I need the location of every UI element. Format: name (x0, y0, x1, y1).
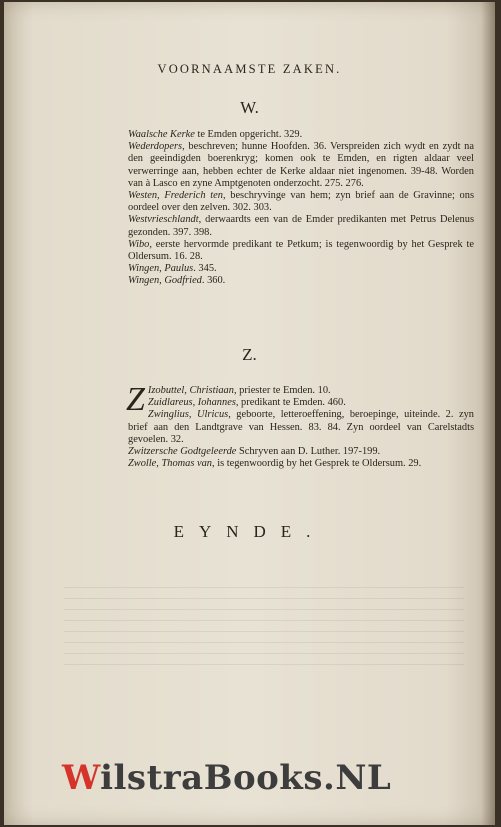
index-entry (128, 409, 474, 446)
closing-word: EYNDE. (173, 522, 326, 541)
entry-headword: Zwitzersche Godtgeleerde (128, 446, 237, 458)
index-entry (128, 397, 474, 409)
entry-text: , predikant te Emden. 460. (235, 397, 346, 409)
entry-text: Schryven aan D. Luther. 197-199. (236, 446, 381, 458)
page-spine-shadow (481, 2, 495, 825)
section-letter-w: W. (240, 98, 259, 117)
watermark-rest: ilstraBooks.NL (100, 758, 392, 798)
index-entry (128, 141, 474, 190)
index-entry (128, 190, 474, 214)
entry-headword: Zwinglius, Ulricus (147, 409, 229, 421)
index-entry (128, 129, 474, 141)
entry-text: . 360. (201, 275, 226, 287)
entry-headword: Izobuttel, Christiaan (147, 385, 234, 396)
index-entry (128, 275, 474, 287)
index-entry (128, 263, 474, 275)
entry-text: , eerste hervormde predikant te Petkum; is tegenwoordig by het Gesprek te Oldersum. 16. 28. (128, 238, 474, 263)
index-entry (128, 446, 474, 458)
entry-text: , priester te Emden. 10. (233, 385, 331, 396)
entry-headword: Westvrieschlandt (128, 214, 199, 226)
section-letter-z: Z. (242, 345, 257, 364)
entry-text: , is tegenwoordig by het Gesprek te Oldersum. 29. (212, 458, 422, 470)
entry-headword: Westen, Frederich ten (128, 190, 223, 202)
entry-headword: Wibo (128, 238, 150, 250)
entry-text: , geboorte, letteroeffening, beroepinge, uiteinde. 2. zyn brief aan den Landtgrave van Hessen. 83. 84. Zyn oordeel van Carelstadts gevoelen. 32. (128, 409, 474, 445)
entry-text: . 345. (193, 263, 217, 275)
entry-text: , beschryvinge van hem; zyn brief aan de Gravinne; ons oordeel over den zelven. 302. 303. (128, 190, 474, 214)
book-page (4, 2, 495, 825)
entry-headword: Wingen, Paulus (128, 263, 194, 275)
section-z-entries (126, 381, 474, 470)
section-w-entries (128, 129, 474, 288)
entry-text: , beschreven; hunne Hoofden. 36. Verspreiden zich wydt en zydt na den geeindigden boerenkryg; komen ook te Emden, en rigten aldaar veel verwerringe aan, hebben echter de Kerke aldaar niet ingenomen. 39-48. Worden van à Lasco en zyne Amptgenoten onderzocht. 275. 276. (128, 141, 474, 189)
show-through-texture (64, 587, 464, 667)
entry-headword: Wingen, Godfried (128, 275, 202, 287)
watermark-first-letter: W (62, 758, 101, 798)
entry-headword: Zuidlareus, Iohannes (147, 397, 236, 409)
watermark-logo (62, 758, 391, 798)
drop-cap: Z (126, 381, 145, 418)
index-entry (128, 214, 474, 238)
entry-headword: Waalsche Kerke (128, 129, 195, 140)
entry-text: te Emden opgericht. 329. (194, 129, 303, 140)
entry-text: , derwaardts een van de Emder predikanten met Petrus Delenus gezonden. 397. 398. (128, 214, 474, 238)
entry-headword: Zwolle, Thomas van (128, 458, 212, 470)
index-entry (128, 239, 474, 263)
index-entry (128, 458, 474, 470)
entry-headword: Wederdopers (128, 141, 183, 153)
page-header: VOORNAAMSTE ZAKEN. (157, 62, 342, 76)
